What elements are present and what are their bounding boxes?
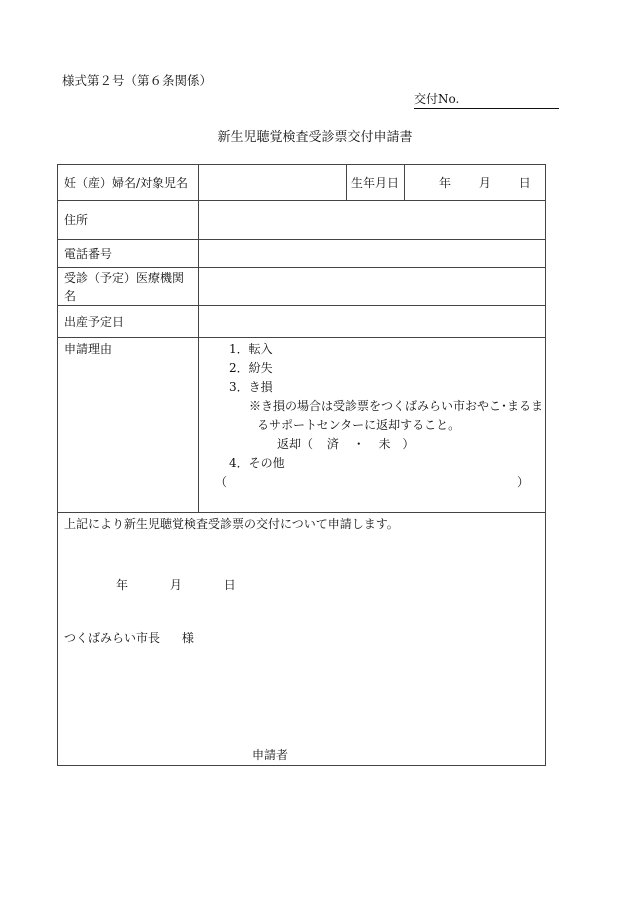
institution-label <box>58 268 199 306</box>
return-not-option[interactable]: 未 <box>378 437 391 451</box>
address-label: 住所 <box>58 201 199 240</box>
date-day: 日 <box>223 578 236 592</box>
address-field[interactable] <box>199 201 546 240</box>
addressee-name: つくばみらい市長 <box>64 631 161 645</box>
due-date-label: 出産予定日 <box>58 306 199 338</box>
other-reason-field[interactable] <box>205 473 545 492</box>
return-done-option[interactable]: 済 <box>326 437 339 451</box>
damage-note-line2: るサポートセンターに返却すること。 <box>257 418 461 432</box>
name-field[interactable] <box>199 165 347 201</box>
issue-number-label: 交付No. <box>414 92 460 106</box>
form-number: 様式第２号（第６条関係） <box>62 73 213 88</box>
reason-label: 申請理由 <box>58 338 199 513</box>
document-title: 新生児聴覚検査受診票交付申請書 <box>217 130 413 145</box>
reason-option-transfer[interactable]: 1．転入 <box>229 342 273 356</box>
return-label: 返却（ <box>277 437 314 451</box>
name-label: 妊（産）婦名/対象児名 <box>58 165 199 201</box>
other-open-paren: （ <box>215 475 228 489</box>
declaration-row <box>58 513 546 766</box>
addressee <box>64 629 194 647</box>
birthdate-year: 年 <box>439 175 452 190</box>
application-form-table <box>57 164 546 766</box>
declaration-cell <box>58 513 546 766</box>
addressee-honorific: 様 <box>181 631 194 645</box>
reason-option-lost[interactable]: 2．紛失 <box>229 361 273 375</box>
institution-label-line2: 名 <box>64 288 77 303</box>
due-date-row <box>58 306 546 338</box>
applicant-label: 申請者 <box>252 748 289 762</box>
due-date-field[interactable] <box>199 306 546 338</box>
institution-field[interactable] <box>199 268 546 306</box>
institution-label-line1: 受診（予定）医療機関 <box>64 270 185 285</box>
name-row <box>58 165 546 201</box>
address-row <box>58 201 546 240</box>
reason-option-damaged[interactable]: 3．き損 <box>229 380 273 394</box>
issue-number-field <box>414 90 559 109</box>
birthdate-day: 日 <box>518 175 531 190</box>
reason-option-other[interactable]: 4．その他 <box>229 456 285 470</box>
phone-field[interactable] <box>199 240 546 268</box>
damage-note-line1: ※き損の場合は受診票をつくばみらい市おやこ･まるま <box>249 399 544 413</box>
birthdate-month: 月 <box>478 175 491 190</box>
return-status <box>205 435 545 454</box>
birthdate-label: 生年月日 <box>347 165 405 201</box>
date-year: 年 <box>116 578 129 592</box>
phone-row <box>58 240 546 268</box>
reason-options <box>199 338 546 513</box>
date-month: 月 <box>169 578 182 592</box>
institution-row <box>58 268 546 306</box>
birthdate-field[interactable] <box>405 165 546 201</box>
other-close-paren: ） <box>517 475 530 489</box>
return-separator: ・ <box>352 437 365 451</box>
phone-label: 電話番号 <box>58 240 199 268</box>
declaration-statement: 上記により新生児聴覚検査受診票の交付について申請します。 <box>64 517 399 531</box>
reason-row <box>58 338 546 513</box>
return-close: ） <box>402 437 415 451</box>
declaration-date <box>116 576 236 594</box>
